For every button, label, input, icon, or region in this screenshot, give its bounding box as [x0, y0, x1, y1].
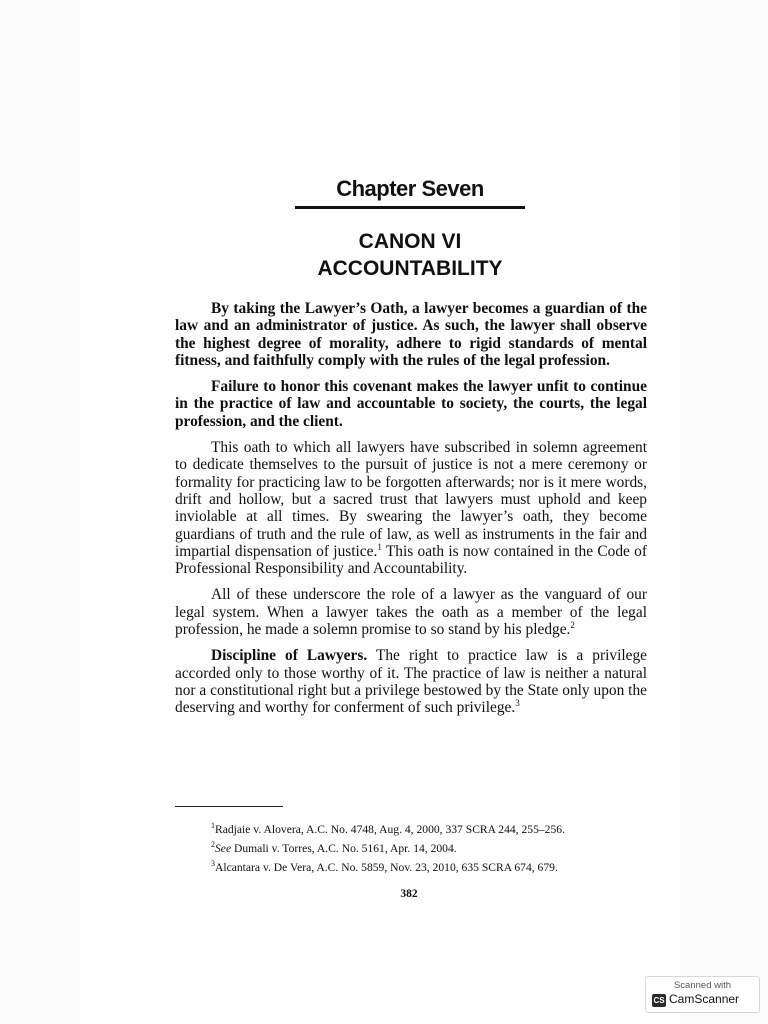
footnote-ref-2: 2 — [570, 619, 575, 630]
footnote-ref-1: 1 — [377, 541, 382, 552]
footnotes — [211, 820, 651, 877]
footnote-1-number: 1 — [211, 821, 215, 831]
footnote-3-text: Alcantara v. De Vera, A.C. No. 5859, Nov. 23, 2010, 635 SCRA 674, 679. — [215, 861, 558, 874]
footnote-1-text: Radjaie v. Alovera, A.C. No. 4748, Aug. 4, 2000, 337 SCRA 244, 255–256. — [215, 823, 565, 836]
section-heading: Discipline of Lawyers. — [211, 647, 368, 665]
paragraph-3 — [175, 439, 647, 577]
footnote-2-number: 2 — [211, 840, 215, 850]
paragraph-3-text-a: This oath to which all lawyers have subscribed in solemn agreement to dedicate themselves to the pursuit of justice is not a mere ceremony or formality for practicing law to be forgotten afterwards; nor is it mere words, drift and hollow, but a sacred trust that lawyers must uphold and keep inviolable at all times. By swearing the lawyer’s oath, they become guardians of truth and the rule of law, as well as instruments in the fair and impartial dispensation of justice. — [175, 439, 647, 560]
footnote-3-number: 3 — [211, 859, 215, 869]
paragraph-5-text: The right to practice law is a privilege accorded only to those worthy of it. The practice of law is neither a natural nor a constitutional right but a privilege bestowed by the State only upon the deserving and worthy for conferment of such privilege. — [175, 647, 647, 717]
chapter-title: Chapter Seven — [336, 176, 484, 201]
watermark-caption: Scanned with — [673, 980, 732, 991]
footnote-ref-3: 3 — [515, 698, 520, 709]
page-number: 382 — [400, 888, 418, 900]
paragraph-1: By taking the Lawyer’s Oath, a lawyer becomes a guardian of the law and an administrator of justice. As such, the lawyer shall observe the highest degree of morality, adhere to rigid standards of mental fitness, and faithfully comply with the rules of the legal profession. — [175, 300, 647, 369]
paragraph-2: Failure to honor this covenant makes the lawyer unfit to continue in the practice of law and accountable to society, the courts, the legal profession, and the client. — [175, 378, 647, 430]
footnote-3 — [211, 858, 651, 877]
paragraph-4 — [175, 586, 647, 638]
body-text — [175, 300, 647, 726]
canon-heading — [295, 228, 525, 282]
footnote-2-signal: See — [215, 842, 232, 855]
watermark-brand: CamScanner — [669, 992, 740, 1006]
camscanner-logo-icon: CS — [653, 996, 665, 1005]
paragraph-4-text: All of these underscore the role of a lawyer as the vanguard of our legal system. When a lawyer takes the oath as a member of the legal profession, he made a solemn promise to so stand by his pledge. — [175, 586, 647, 639]
paragraph-5 — [175, 647, 647, 716]
paragraph-3-text-b: This oath is now contained in the Code of Professional Responsibility and Accountability. — [175, 542, 648, 578]
canon-title: ACCOUNTABILITY — [317, 257, 503, 280]
chapter-title-rule — [295, 206, 525, 209]
footnote-divider — [175, 806, 283, 807]
footnote-2 — [211, 839, 651, 858]
camscanner-watermark — [645, 976, 760, 1013]
footnote-2-text: Dumali v. Torres, A.C. No. 5161, Apr. 14, 2004. — [231, 842, 457, 855]
canon-number: CANON VI — [358, 230, 462, 253]
footnote-1 — [211, 820, 651, 839]
